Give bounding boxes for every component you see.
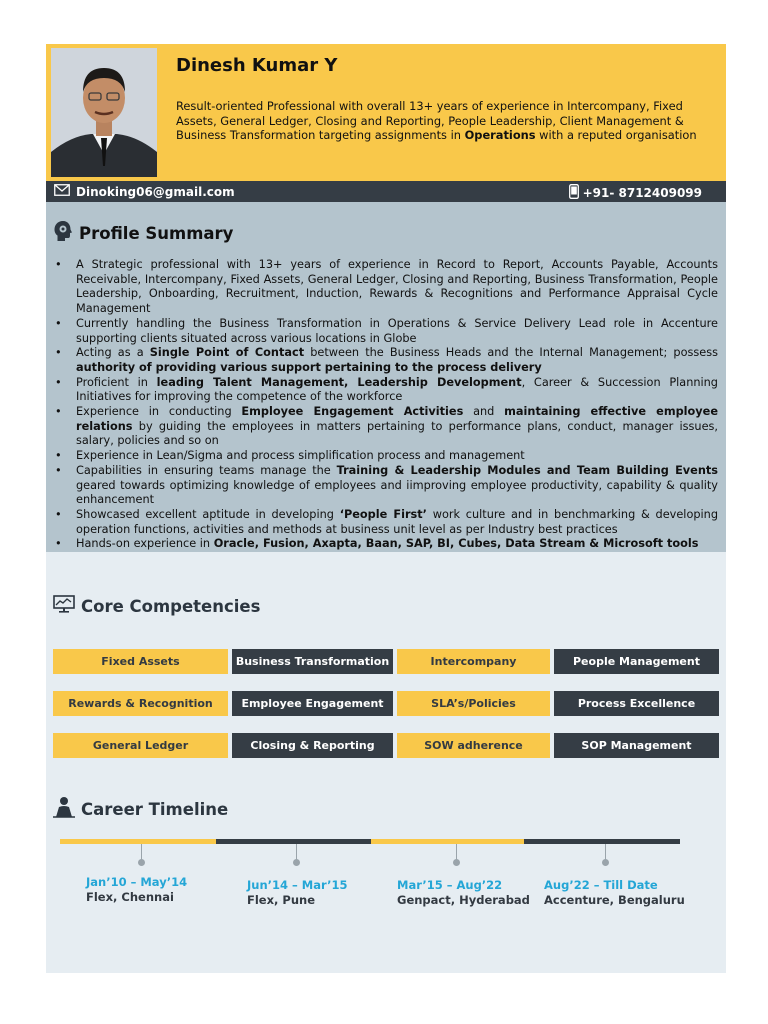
competency-chip: General Ledger — [53, 733, 228, 758]
timeline-tick — [456, 844, 457, 860]
phone-contact — [569, 184, 702, 202]
tagline — [176, 99, 706, 143]
list-item — [54, 376, 718, 405]
candidate-name: Dinesh Kumar Y — [176, 55, 338, 76]
competency-chip: SOW adherence — [397, 733, 550, 758]
timeline-employer: Flex, Chennai — [86, 890, 174, 904]
item-text: Currently handling the Business Transformation in Operations & Service Delivery Lead role in Accenture supporting clients situated across various locations in Globe — [76, 316, 718, 345]
timeline-segment — [60, 839, 216, 844]
timeline-marker — [602, 859, 609, 866]
timeline-segment — [216, 839, 371, 844]
competency-chip: SLA’s/Policies — [397, 691, 550, 716]
item-bold: Training & Leadership Modules and Team Building Events — [336, 463, 718, 477]
timeline-date: Mar’15 – Aug’22 — [397, 878, 503, 892]
timeline-entry — [86, 875, 187, 905]
timeline-bar — [60, 839, 680, 844]
core-competencies-heading — [53, 595, 260, 617]
career-timeline-heading — [53, 796, 228, 822]
envelope-icon — [54, 184, 70, 199]
timeline-marker — [138, 859, 145, 866]
profile-summary-list — [54, 258, 718, 552]
contact-bar — [46, 181, 726, 202]
timeline-tick — [141, 844, 142, 860]
person-icon — [53, 796, 75, 822]
core-competencies-title: Core Competencies — [81, 596, 261, 616]
competency-grid — [53, 649, 719, 775]
lower-section — [46, 552, 726, 973]
timeline-date: Aug’22 – Till Date — [544, 878, 658, 892]
item-text: between the Business Heads and the Internal Management; possess — [304, 346, 718, 360]
competency-chip: Fixed Assets — [53, 649, 228, 674]
competency-chip: Rewards & Recognition — [53, 691, 228, 716]
timeline-employer: Flex, Pune — [247, 893, 315, 907]
item-text: A Strategic professional with 13+ years of experience in Record to Report, Accounts Payable, Accounts Receivable, Intercompany, Fixed Assets, General Ledger, Closing and Reporting, Business Transformation, People Leadership, Onboarding, Recruitment, Induction, Rewards & Recognitions and Performance Appraisal Cycle Management — [76, 258, 718, 316]
competency-chip: People Management — [554, 649, 719, 674]
profile-summary-title: Profile Summary — [79, 223, 234, 243]
item-bold: leading Talent Management, Leadership Development — [156, 375, 522, 389]
item-text: by guiding the employees in matters pertaining to performance plans, conduct, manager issues, salary, policies and so on — [76, 419, 718, 448]
competency-chip: Business Transformation — [232, 649, 393, 674]
profile-summary-section — [46, 202, 726, 552]
email-contact[interactable] — [54, 184, 235, 199]
timeline-date: Jun’14 – Mar’15 — [247, 878, 348, 892]
competency-chip: Process Excellence — [554, 691, 719, 716]
tagline-text-end: with a reputed organisation — [535, 128, 697, 142]
timeline-tick — [296, 844, 297, 860]
phone-number: +91- 8712409099 — [582, 186, 702, 200]
item-bold: Employee Engagement Activities — [241, 405, 464, 419]
profile-photo — [51, 48, 157, 177]
item-bold: ‘People First’ — [339, 507, 427, 521]
list-item — [54, 346, 718, 375]
tagline-emphasis: Operations — [464, 128, 536, 142]
item-bold: maintaining effective employee relations — [76, 405, 718, 433]
item-text: work culture and in benchmarking & developing operation functions, activities and methods at business unit level as per Industry best practices — [76, 507, 718, 536]
list-item — [54, 508, 718, 537]
item-text: Capabilities in ensuring teams manage the — [76, 463, 337, 477]
item-text: Experience in Lean/Sigma and process simplification process and management — [76, 449, 525, 463]
competency-chip: Closing & Reporting — [232, 733, 393, 758]
list-item — [54, 464, 718, 508]
header-banner — [46, 44, 726, 181]
timeline-segment — [371, 839, 524, 844]
item-text: Proficient in — [76, 375, 157, 389]
competency-row — [53, 649, 719, 674]
competency-row — [53, 733, 719, 758]
list-item — [54, 537, 718, 552]
item-text: geared towards optimizing knowledge of employees and iimproving employee productivity, capability & quality enhancement — [76, 478, 718, 507]
email-address[interactable]: Dinoking06@gmail.com — [76, 184, 235, 199]
competency-chip: Employee Engagement — [232, 691, 393, 716]
list-item — [54, 258, 718, 317]
competency-chip: Intercompany — [397, 649, 550, 674]
competency-row — [53, 691, 719, 716]
list-item — [54, 405, 718, 449]
item-bold: Oracle, Fusion, Axapta, Baan, SAP, BI, Cubes, Data Stream & Microsoft tools — [213, 537, 699, 551]
item-text: Experience in conducting — [76, 405, 242, 419]
item-text: Acting as a — [76, 346, 150, 360]
competency-chip: SOP Management — [554, 733, 719, 758]
list-item — [54, 317, 718, 346]
timeline-marker — [453, 859, 460, 866]
timeline-employer: Genpact, Hyderabad — [397, 893, 530, 907]
item-bold: authority of providing various support pertaining to the process delivery — [76, 360, 542, 374]
timeline-entry — [247, 878, 348, 908]
mobile-phone-icon — [569, 184, 579, 202]
item-text: and — [463, 405, 505, 419]
profile-summary-heading — [53, 220, 233, 246]
career-timeline-title: Career Timeline — [81, 799, 229, 819]
item-text: Hands-on experience in — [76, 537, 214, 551]
presentation-board-icon — [53, 595, 75, 617]
item-text: , Career & Succession Planning Initiatives for improving the competence of the workforce — [76, 375, 718, 404]
timeline-tick — [605, 844, 606, 860]
timeline-entry — [397, 878, 530, 908]
item-text: Showcased excellent aptitude in developing — [76, 507, 340, 521]
timeline-marker — [293, 859, 300, 866]
list-item — [54, 449, 718, 464]
timeline-segment — [524, 839, 680, 844]
tagline-text: Result-oriented Professional with overall 13+ years of experience in Intercompany, Fixed Assets, General Ledger, Closing and Reporting, People Leadership, Client Management & Business Transformation targeting assignments in — [176, 99, 684, 142]
timeline-date: Jan’10 – May’14 — [86, 875, 188, 889]
timeline-employer: Accenture, Bengaluru — [544, 893, 685, 907]
head-profile-icon — [53, 220, 73, 246]
item-bold: Single Point of Contact — [149, 346, 305, 360]
timeline-entry — [544, 878, 685, 908]
